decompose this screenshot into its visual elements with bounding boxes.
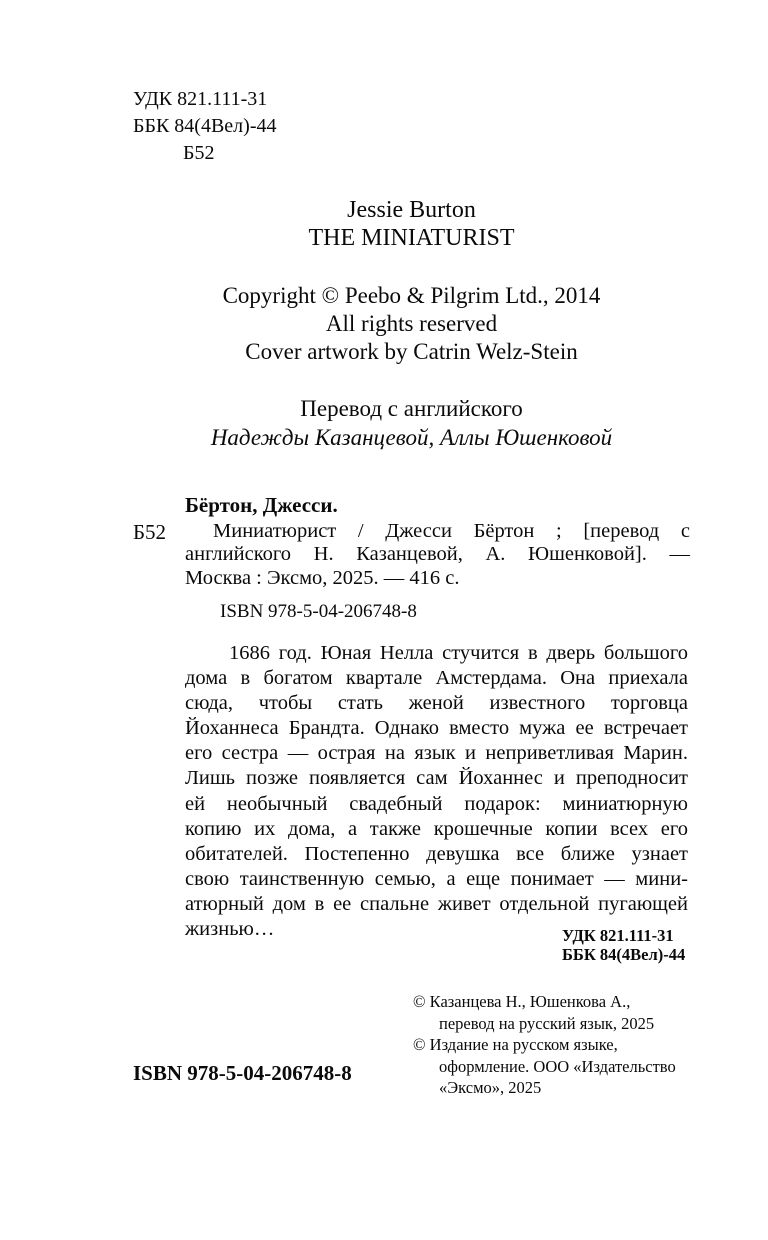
text-line: © Издание на русском языке,	[413, 1035, 618, 1054]
text-line: © Казанцева Н., Юшенкова А.,	[413, 992, 631, 1011]
text-line: дома в богатом квартале Амстердама. Она приехала	[185, 667, 688, 690]
original-title: THE MINIATURIST	[308, 225, 515, 251]
text-line: английского Н. Казанцевой, А. Юшенковой]. —	[185, 543, 690, 566]
text-line: «Эксмо», 2025	[439, 1078, 542, 1097]
catalog-isbn: ISBN 978-5-04-206748-8	[220, 601, 417, 622]
text-line: копию их дома, а также крошечные копии всех его	[185, 817, 688, 840]
copyright-credits	[413, 991, 705, 1099]
top-classification-codes	[133, 86, 277, 167]
isbn-bottom: ISBN 978-5-04-206748-8	[133, 1061, 352, 1085]
translation-block	[133, 394, 690, 452]
author-sign-code: Б52	[183, 142, 215, 164]
text-line: атюрный дом в ее спальне живет отдельной пугающей	[185, 892, 688, 915]
bbk-code: ББК 84(4Вел)-44	[133, 115, 277, 137]
credit-publisher	[413, 1034, 705, 1099]
original-author: Jessie Burton	[347, 197, 476, 223]
text-line: Миниатюрист / Джесси Бёртон ; [перевод с	[213, 520, 690, 542]
text-line: его сестра — острая на язык и неприветливая Марин.	[185, 742, 688, 765]
translation-heading: Перевод с английского	[300, 396, 523, 421]
udk-code: УДК 821.111-31	[133, 88, 268, 110]
catalog-margin-code: Б52	[133, 520, 167, 544]
text-line: 1686 год. Юная Нелла стучится в дверь большого	[229, 642, 688, 664]
copyright-block	[133, 282, 690, 366]
credit-translation	[413, 991, 705, 1034]
text-line: ей необычный свадебный подарок: миниатюрную	[185, 792, 688, 815]
text-line: жизнью…	[185, 918, 275, 941]
text-line: Москва : Эксмо, 2025. — 416 с.	[185, 566, 460, 589]
text-line: Йоханнеса Брандта. Однако вместо мужа ее встречает	[185, 717, 688, 740]
text-line: свою таинственную семью, а еще понимает — мини-	[185, 867, 688, 890]
catalog-author-heading: Бёртон, Джесси.	[185, 493, 338, 517]
text-line: Cover artwork by Catrin Welz-Stein	[245, 339, 578, 364]
text-line: перевод на русский язык, 2025	[439, 1013, 655, 1033]
text-line: Copyright © Peebo & Pilgrim Ltd., 2014	[222, 283, 601, 308]
catalog-description	[185, 520, 690, 590]
bbk-code-bottom: ББК 84(4Вел)-44	[562, 944, 686, 964]
translators-names: Надежды Казанцевой, Аллы Юшенковой	[210, 425, 613, 450]
text-line: сюда, чтобы стать женой известного торговца	[185, 692, 688, 715]
text-line: Лишь позже появляется сам Йоханнес и преподносит	[185, 767, 688, 790]
annotation-text	[185, 641, 688, 942]
udk-code-bottom: УДК 821.111-31	[562, 926, 674, 945]
text-line: обитателей. Постепенно девушка все ближе узнает	[185, 842, 688, 865]
bottom-classification-codes	[562, 927, 685, 964]
text-line: All rights reserved	[325, 311, 498, 336]
original-title-block	[133, 196, 690, 252]
text-line: оформление. ООО «Издательство	[439, 1056, 676, 1076]
